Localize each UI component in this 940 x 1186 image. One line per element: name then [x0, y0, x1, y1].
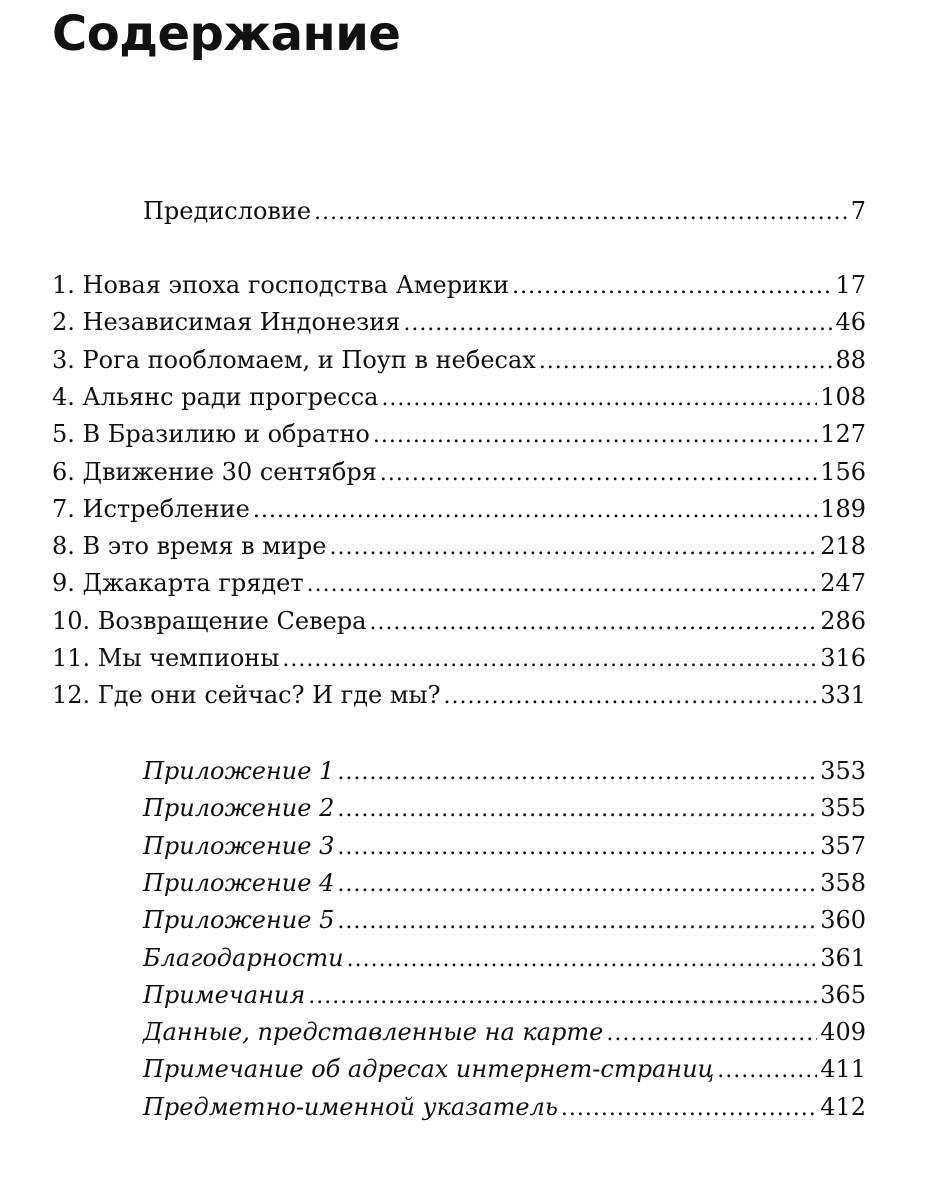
- dot-leader: [347, 945, 818, 975]
- toc-entry-label: Предисловие: [143, 197, 312, 225]
- toc-chapter[interactable]: [52, 345, 866, 375]
- toc-entry-label: Приложение 4: [143, 868, 335, 897]
- toc-entry-page-number: 88: [835, 345, 866, 374]
- dot-leader: [373, 421, 817, 451]
- dot-leader: [329, 533, 817, 563]
- toc-entry-page-number: 409: [820, 1018, 866, 1047]
- toc-entry-label: Данные, представленные на карте: [143, 1018, 604, 1047]
- toc-entry-page-number: 247: [820, 569, 866, 598]
- toc-entry-label: 9. Джакарта грядет: [52, 569, 304, 598]
- dot-leader: [337, 907, 817, 937]
- toc-entry-label: Приложение 3: [143, 831, 335, 860]
- toc-appendix[interactable]: [143, 756, 866, 786]
- toc-entry-page-number: 357: [820, 831, 866, 860]
- toc-chapter[interactable]: [52, 680, 866, 710]
- toc-chapter[interactable]: [52, 531, 866, 561]
- toc-entry-page-number: 189: [820, 494, 866, 523]
- toc-chapter[interactable]: [52, 643, 866, 673]
- toc-entry-label: 11. Мы чемпионы: [52, 644, 280, 672]
- toc-entry-page-number: 355: [820, 794, 866, 823]
- toc-appendix[interactable]: [143, 943, 866, 973]
- toc-entry-label: 1. Новая эпоха господства Америки: [52, 271, 510, 299]
- toc-chapter[interactable]: [52, 419, 866, 449]
- toc-chapter[interactable]: [52, 270, 866, 300]
- toc-entry-label: 5. В Бразилию и обратно: [52, 420, 370, 449]
- toc-entry-label: 2. Независимая Индонезия: [52, 308, 401, 337]
- toc-entry-label: Благодарности: [143, 943, 344, 972]
- dot-leader: [381, 384, 817, 414]
- toc-entry-label: Примечание об адресах интернет-страниц: [143, 1055, 715, 1084]
- toc-chapter[interactable]: [52, 568, 866, 598]
- toc-entry-label: 12. Где они сейчас? И где мы?: [52, 681, 441, 710]
- toc-entry-page-number: 316: [820, 644, 866, 672]
- toc-appendix[interactable]: [143, 1092, 866, 1122]
- toc-chapter[interactable]: [52, 494, 866, 524]
- toc-entry-page-number: 412: [820, 1092, 866, 1121]
- toc-chapter[interactable]: [52, 307, 866, 337]
- toc-entry-page-number: 7: [850, 197, 866, 225]
- page-title: Содержание: [52, 6, 401, 62]
- dot-leader: [337, 833, 817, 863]
- toc-chapter[interactable]: [52, 382, 866, 412]
- toc-entry-page-number: 411: [820, 1055, 866, 1084]
- toc-appendix[interactable]: [143, 1054, 866, 1084]
- dot-leader: [444, 682, 818, 712]
- toc-appendix[interactable]: [143, 1017, 866, 1047]
- dot-leader: [606, 1019, 817, 1049]
- toc-entry-label: Приложение 2: [143, 794, 335, 823]
- dot-leader: [337, 795, 817, 825]
- toc-appendix[interactable]: [143, 980, 866, 1010]
- dot-leader: [512, 272, 832, 302]
- dot-leader: [380, 459, 817, 489]
- toc-entry-page-number: 365: [820, 980, 866, 1009]
- toc-entry-label: Примечания: [143, 980, 306, 1009]
- toc-entry-page-number: 108: [820, 382, 866, 411]
- toc-entry-label: 7. Истребление: [52, 494, 250, 523]
- toc-entry-page-number: 331: [820, 681, 866, 710]
- toc-entry-page-number: 286: [820, 606, 866, 635]
- toc-entry-page-number: 46: [835, 308, 866, 337]
- dot-leader: [403, 309, 832, 339]
- toc-appendix[interactable]: [143, 905, 866, 935]
- dot-leader: [253, 496, 817, 526]
- toc-chapter[interactable]: [52, 606, 866, 636]
- toc-appendix[interactable]: [143, 868, 866, 898]
- dot-leader: [337, 758, 817, 788]
- dot-leader: [369, 608, 817, 638]
- dot-leader: [539, 347, 833, 377]
- toc-entry-page-number: 218: [820, 532, 866, 561]
- dot-leader: [314, 198, 848, 228]
- toc-chapter[interactable]: [52, 457, 866, 487]
- toc-entry-page-number: 156: [820, 457, 866, 486]
- toc-appendix[interactable]: [143, 793, 866, 823]
- toc-entry-label: 4. Альянс ради прогресса: [52, 382, 379, 411]
- toc-entry-page-number: 127: [820, 420, 866, 449]
- dot-leader: [282, 645, 817, 675]
- toc-entry-label: 6. Движение 30 сентября: [52, 457, 377, 486]
- dot-leader: [337, 870, 817, 900]
- dot-leader: [308, 982, 817, 1012]
- dot-leader: [717, 1056, 817, 1086]
- toc-entry-page-number: 360: [820, 906, 866, 935]
- toc-entry-page-number: 17: [835, 271, 866, 299]
- toc-entry-label: 8. В это время в мире: [52, 532, 327, 561]
- toc-entry-label: Приложение 1: [143, 757, 335, 785]
- toc-preface[interactable]: [143, 196, 866, 226]
- dot-leader: [561, 1094, 817, 1124]
- toc-entry-label: 10. Возвращение Севера: [52, 606, 367, 635]
- toc-entry-page-number: 361: [820, 943, 866, 972]
- toc-appendix[interactable]: [143, 831, 866, 861]
- toc-entry-page-number: 353: [820, 757, 866, 785]
- toc-entry-label: Приложение 5: [143, 906, 335, 935]
- dot-leader: [307, 570, 818, 600]
- toc-entry-label: Предметно-именной указатель: [143, 1092, 558, 1121]
- toc-entry-label: 3. Рога пообломаем, и Поуп в небесах: [52, 345, 536, 374]
- toc-entry-page-number: 358: [820, 868, 866, 897]
